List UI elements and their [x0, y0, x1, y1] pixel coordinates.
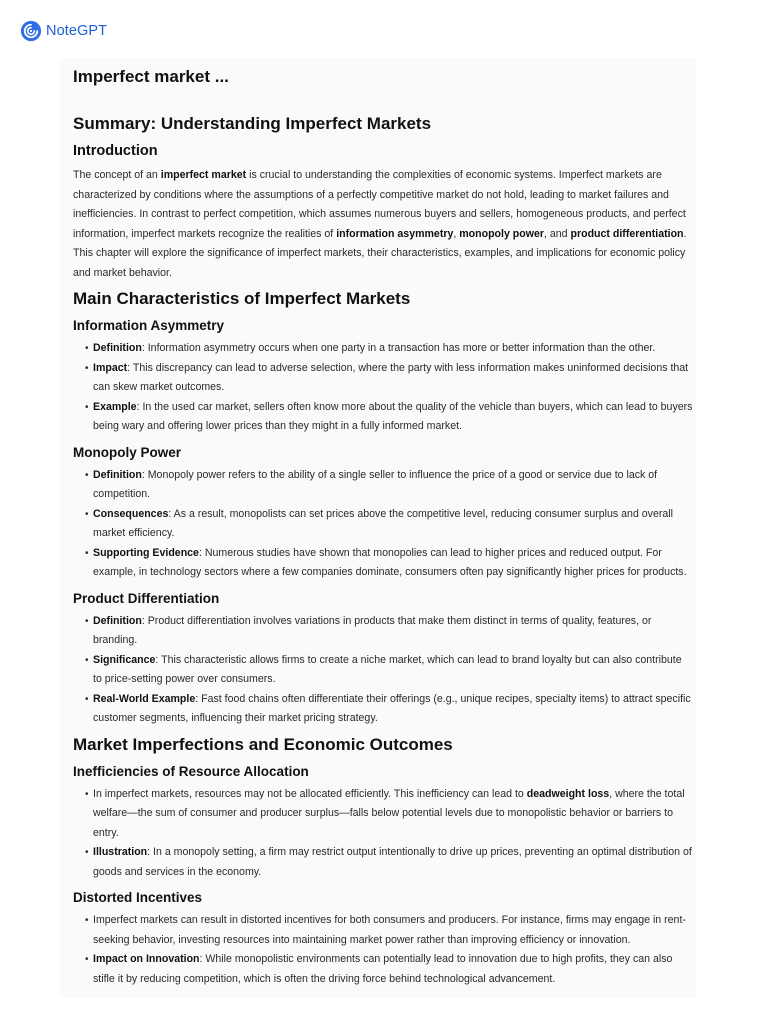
product-differentiation-list [73, 612, 693, 729]
list-item: • Significance: This characteristic allows firms to create a niche market, which can lead to brand loyalty but can also contribute to price-setting power over consumers. [73, 651, 693, 690]
list-item: • Supporting Evidence: Numerous studies have shown that monopolies can lead to higher prices and reduced output. For example, in technology sectors where a few companies dominate, consumers often pay significantly higher prices for products. [73, 544, 693, 583]
list-item: • In imperfect markets, resources may not be allocated efficiently. This inefficiency can lead to deadweight loss, where the total welfare—the sum of consumer and producer surplus—falls below potential levels due to monopolistic behavior or barriers to entry. [73, 785, 693, 844]
list-item: • Illustration: In a monopoly setting, a firm may restrict output intentionally to drive up prices, preventing an optimal distribution of goods and services in the economy. [73, 843, 693, 882]
distorted-incentives-list [73, 911, 693, 989]
list-item: • Imperfect markets can result in distorted incentives for both consumers and producers. For instance, firms may engage in rent-seeking behavior, investing resources into maintaining market power rather than improving efficiency or innovation. [73, 911, 693, 950]
list-item: • Real-World Example: Fast food chains often differentiate their offerings (e.g., unique recipes, specialty items) to attract specific customer segments, influencing their market pricing strategy. [73, 690, 693, 729]
list-item: • Consequences: As a result, monopolists can set prices above the competitive level, reducing consumer surplus and overall market efficiency. [73, 505, 693, 544]
document-content [73, 66, 693, 989]
list-item: • Example: In the used car market, sellers often know more about the quality of the vehicle than buyers, which can lead to buyers being wary and offering lower prices than they might in a fully informed market. [73, 398, 693, 437]
information-asymmetry-list [73, 339, 693, 437]
list-item: • Definition: Information asymmetry occurs when one party in a transaction has more or better information than the other. [73, 339, 693, 359]
outcomes-heading: Market Imperfections and Economic Outcomes [73, 734, 453, 754]
information-asymmetry-heading: Information Asymmetry [73, 318, 225, 333]
introduction-heading: Introduction [73, 143, 158, 159]
list-item: • Definition: Monopoly power refers to the ability of a single seller to influence the price of a good or service due to lack of competition. [73, 466, 693, 505]
inefficiencies-list [73, 785, 693, 883]
app-logo[interactable] [20, 20, 107, 42]
distorted-incentives-heading: Distorted Incentives [73, 890, 203, 905]
inefficiencies-heading: Inefficiencies of Resource Allocation [73, 763, 309, 779]
introduction-paragraph: The concept of an imperfect market is crucial to understanding the complexities of economic systems. Imperfect markets are characterized by conditions where the assumptions of a perfectly competitive market do not hold, leading to market failures and inefficiencies. In contrast to perfect competition, which assumes numerous buyers and sellers, homogeneous products, and perfect information, imperfect markets recognize the realities of information asymmetry, monopoly power, and product differentiation. This chapter will explore the significance of imperfect markets, their characteristics, examples, and implications for economic policy and market behavior. [73, 169, 687, 279]
monopoly-power-list [73, 466, 693, 583]
list-item: • Definition: Product differentiation involves variations in products that make them distinct in terms of quality, features, or branding. [73, 612, 693, 651]
list-item: • Impact: This discrepancy can lead to adverse selection, where the party with less information makes uninformed decisions that can skew market outcomes. [73, 359, 693, 398]
list-item: • Impact on Innovation: While monopolistic environments can potentially lead to innovation due to high profits, they can also stifle it by reducing competition, which is often the driving force behind technological advancement. [73, 950, 693, 989]
document-title: Imperfect market ... [73, 67, 229, 86]
app-name: NoteGPT [46, 23, 108, 39]
characteristics-heading: Main Characteristics of Imperfect Markets [73, 289, 411, 308]
summary-heading: Summary: Understanding Imperfect Markets [73, 114, 432, 133]
product-differentiation-heading: Product Differentiation [73, 590, 220, 606]
monopoly-power-heading: Monopoly Power [73, 444, 181, 460]
notegpt-logo-icon [20, 20, 42, 42]
